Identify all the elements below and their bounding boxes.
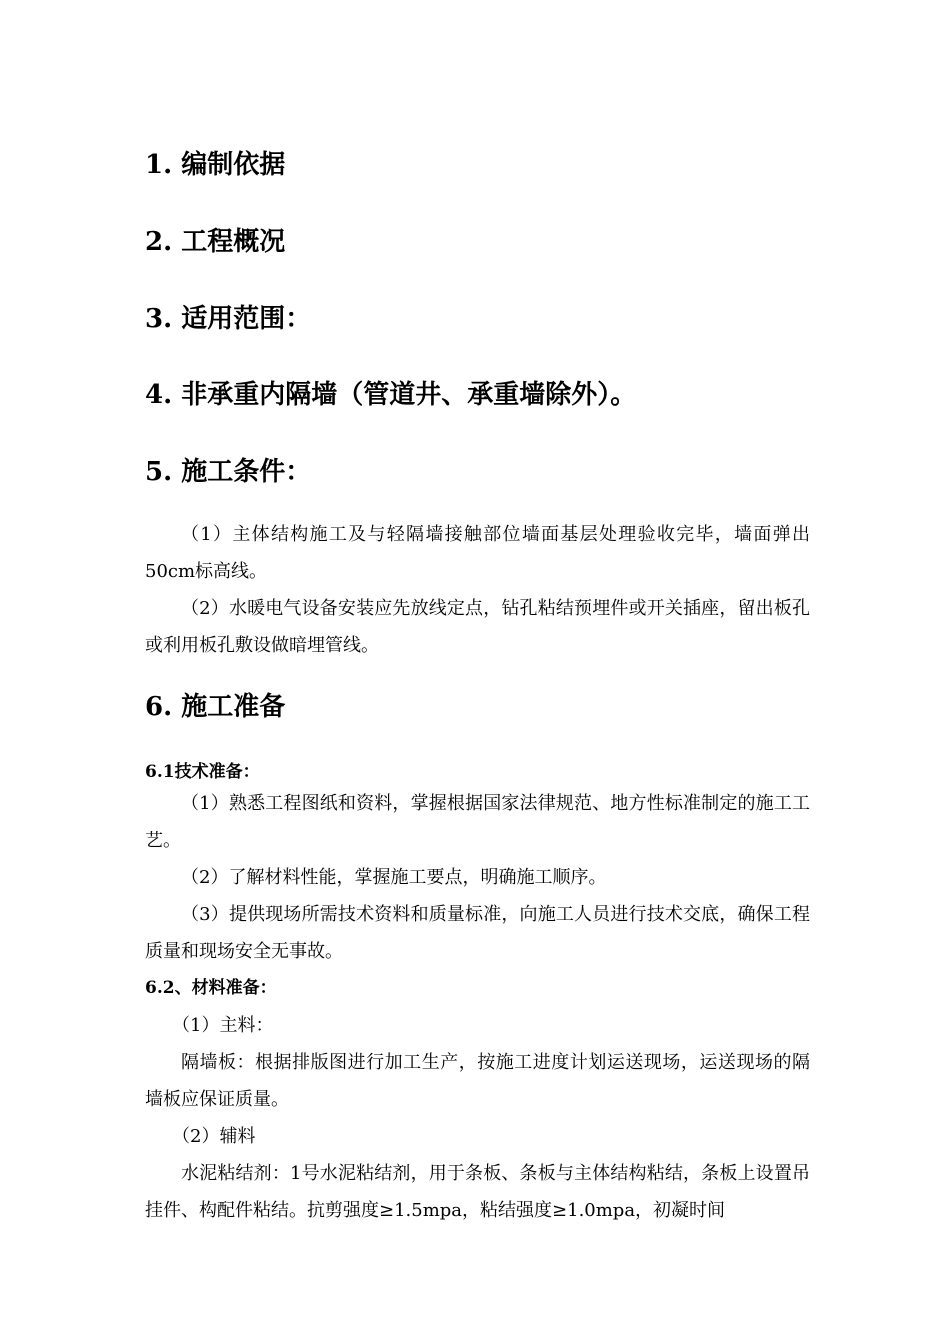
heading-non-bearing-wall: 4. 非承重内隔墙（管道井、承重墙除外）。 xyxy=(145,380,637,410)
condition-paragraph-1: （1）主体结构施工及与轻隔墙接触部位墙面基层处理验收完毕，墙面弹出50cm标高线。 xyxy=(145,524,810,582)
heading-construction-conditions: 5. 施工条件： xyxy=(145,457,312,487)
auxiliary-material-paragraph: 水泥粘结剂：1号水泥粘结剂，用于条板、条板与主体结构粘结，条板上设置吊挂件、构配件粘结。抗剪强度≥1.5mpa，粘结强度≥1.0mpa，初凝时间 xyxy=(145,1163,810,1221)
auxiliary-material-label: （2）辅料 xyxy=(172,1126,256,1147)
heading-compilation-basis: 1. 编制依据 xyxy=(145,150,286,180)
tech-prep-paragraph-1: （1）熟悉工程图纸和资料，掌握根据国家法律规范、地方性标准制定的施工工艺。 xyxy=(145,793,810,851)
heading-project-overview: 2. 工程概况 xyxy=(145,227,286,257)
subheading-material-preparation: 6.2、材料准备： xyxy=(145,978,277,998)
heading-scope: 3. 适用范围： xyxy=(145,304,312,334)
main-material-paragraph: 隔墙板：根据排版图进行加工生产，按施工进度计划运送现场，运送现场的隔墙板应保证质量。 xyxy=(145,1052,810,1110)
subheading-technical-preparation: 6.1技术准备： xyxy=(145,762,260,782)
tech-prep-paragraph-2: （2）了解材料性能，掌握施工要点，明确施工顺序。 xyxy=(181,867,607,888)
main-material-label: （1）主料： xyxy=(172,1015,274,1036)
heading-construction-preparation: 6. 施工准备 xyxy=(145,692,286,722)
condition-paragraph-2: （2）水暖电气设备安装应先放线定点，钻孔粘结预埋件或开关插座，留出板孔或利用板孔敷设做暗埋管线。 xyxy=(145,598,810,656)
tech-prep-paragraph-3: （3）提供现场所需技术资料和质量标准，向施工人员进行技术交底，确保工程质量和现场安全无事故。 xyxy=(145,904,810,962)
